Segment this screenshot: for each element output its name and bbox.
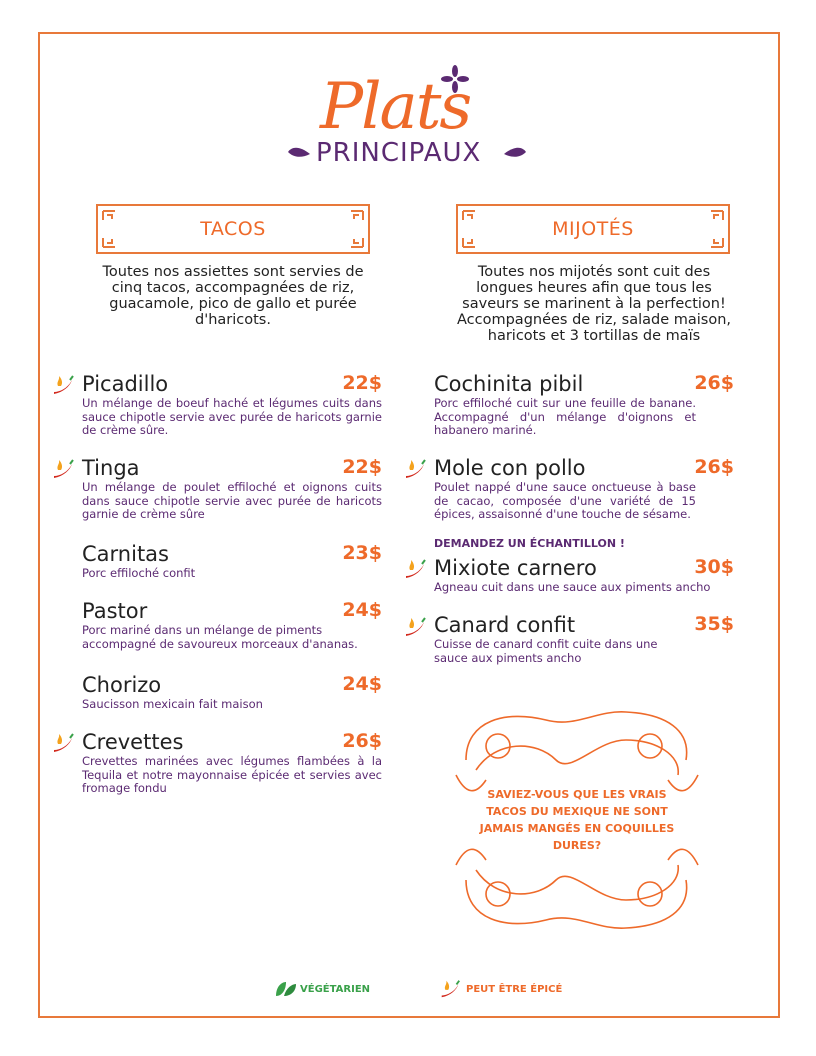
right-swirl-icon <box>502 144 528 160</box>
fun-fact-text: SAVIEZ-VOUS QUE LES VRAIS TACOS DU MEXIQUE NE SONT JAMAIS MANGÉS EN COQUILLES DURES? <box>479 788 675 852</box>
item-price: 22$ <box>342 456 382 478</box>
item-price: 23$ <box>342 542 382 564</box>
item-price: 30$ <box>694 556 734 578</box>
item-name: Tinga <box>82 456 140 480</box>
legend-vegetarian: VÉGÉTARIEN <box>300 984 371 995</box>
mijotes-header <box>456 204 730 254</box>
item-description: Porc effiloché confit <box>82 566 196 580</box>
item-description: Cuisse de canard confit cuite dans une sauce aux piments ancho <box>434 637 658 665</box>
chili-pepper-icon <box>402 558 428 580</box>
item-description: Crevettes marinées avec légumes flambées à la Tequila et notre mayonnaise épicée et servies avec fromage fondu <box>82 754 382 795</box>
item-price: 26$ <box>694 456 734 478</box>
item-name: Mole con pollo <box>434 456 586 480</box>
title-script: Plats <box>320 70 471 144</box>
item-description: Un mélange de boeuf haché et légumes cuits dans sauce chipotle servie avec purée de haricots garnie de crème sûre. <box>82 396 382 437</box>
item-name: Picadillo <box>82 372 169 396</box>
item-description: Porc mariné dans un mélange de piments accompagné de savoureux morceaux d'ananas. <box>82 623 358 651</box>
title-main: PRINCIPAUX <box>316 138 482 168</box>
tacos-intro: Toutes nos assiettes sont servies de cinq tacos, accompagnées de riz, guacamole, pico de gallo et purée d'haricots. <box>102 264 364 328</box>
item-name: Pastor <box>82 599 148 623</box>
sample-note: DEMANDEZ UN ÉCHANTILLON ! <box>434 537 625 550</box>
fun-fact-panel <box>446 700 708 940</box>
tacos-header <box>96 204 370 254</box>
mijotes-intro: Toutes nos mijotés sont cuit des longues heures afin que tous les saveurs se marinent à la perfection! Accompagnées de riz, salade maison, haricots et 3 tortillas de maïs <box>457 264 731 344</box>
corner-ornament-icon <box>706 208 726 250</box>
item-price: 35$ <box>694 613 734 635</box>
chili-pepper-icon <box>402 616 428 638</box>
menu-title <box>270 62 550 172</box>
item-price: 24$ <box>342 599 382 621</box>
item-description: Un mélange de poulet effiloché et oignons cuits dans sauce chipotle servie avec purée de haricots garnie de crème sûre <box>82 480 382 521</box>
item-name: Cochinita pibil <box>434 372 584 396</box>
chili-pepper-icon <box>402 458 428 480</box>
mijotes-header-label: MIJOTÉS <box>552 218 634 240</box>
item-name: Crevettes <box>82 730 184 754</box>
chili-pepper-icon <box>50 732 76 754</box>
corner-ornament-icon <box>346 208 366 250</box>
item-name: Mixiote carnero <box>434 556 597 580</box>
item-name: Chorizo <box>82 673 162 697</box>
chili-pepper-icon <box>438 978 462 1000</box>
chili-pepper-icon <box>50 374 76 396</box>
item-description: Poulet nappé d'une sauce onctueuse à base de cacao, composée d'une variété de 15 épices, assaisonné d'une touche de sésame. <box>434 480 696 521</box>
item-name: Carnitas <box>82 542 169 566</box>
legend-spicy: PEUT ÊTRE ÉPICÉ <box>466 984 563 995</box>
chili-pepper-icon <box>50 458 76 480</box>
left-swirl-icon <box>286 144 312 160</box>
item-price: 24$ <box>342 673 382 695</box>
leaf-icon <box>274 980 298 998</box>
item-price: 26$ <box>342 730 382 752</box>
item-description: Agneau cuit dans une sauce aux piments ancho <box>434 580 711 594</box>
item-price: 26$ <box>694 372 734 394</box>
tacos-header-label: TACOS <box>200 218 266 240</box>
item-price: 22$ <box>342 372 382 394</box>
item-description: Saucisson mexicain fait maison <box>82 697 263 711</box>
item-name: Canard confit <box>434 613 576 637</box>
item-description: Porc effiloché cuit sur une feuille de banane. Accompagné d'un mélange d'oignons et habanero mariné. <box>434 396 696 437</box>
